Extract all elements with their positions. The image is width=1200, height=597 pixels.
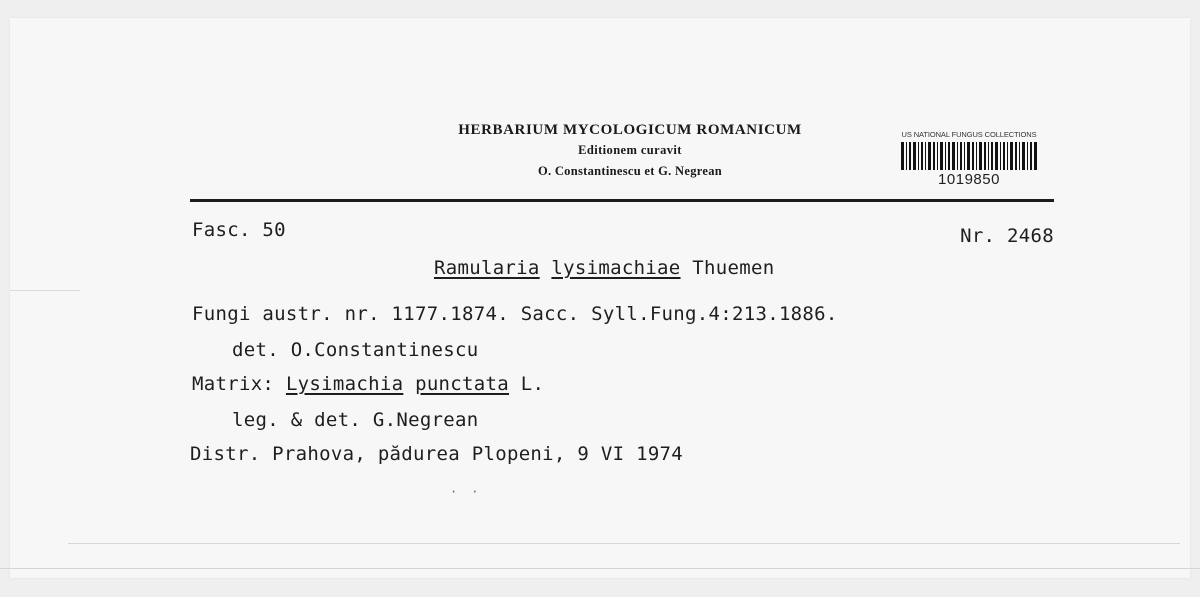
literature-reference: Fungi austr. nr. 1177.1874. Sacc. Syll.Fung.4:213.1886. [192, 303, 838, 325]
edition-line: Editionem curavit [578, 143, 682, 157]
barcode-icon [901, 142, 1037, 170]
locality: Distr. Prahova, pădurea Plopeni, 9 VI 1974 [190, 443, 684, 465]
taxon-genus: Ramularia [434, 257, 540, 279]
fascicle-number: Fasc. 50 [192, 219, 286, 241]
host-epithet: punctata [415, 373, 509, 395]
label-header [380, 120, 880, 182]
host-matrix [192, 372, 544, 396]
specimen-label [10, 18, 1190, 578]
barcode-label [898, 130, 1040, 188]
herbarium-title: HERBARIUM MYCOLOGICUM ROMANICUM [458, 122, 802, 138]
taxon-name [434, 256, 774, 280]
matrix-label: Matrix: [192, 373, 275, 395]
barcode-number: 1019850 [938, 171, 1000, 188]
taxon-author: Thuemen [692, 257, 775, 279]
host-author: L. [520, 373, 545, 395]
collector: leg. & det. G.Negrean [232, 409, 479, 431]
exsiccata-number: Nr. 2468 [960, 225, 1054, 247]
fold-line [10, 290, 80, 291]
barcode-caption: US NATIONAL FUNGUS COLLECTIONS [901, 130, 1037, 139]
host-genus: Lysimachia [285, 373, 404, 395]
paper-specks: ·· [450, 485, 493, 499]
editors-line: O. Constantinescu et G. Negrean [537, 164, 723, 178]
determiner: det. O.Constantinescu [232, 339, 479, 361]
taxon-epithet: lysimachiae [551, 257, 681, 279]
sheet-edge [0, 568, 1200, 569]
header-divider [190, 199, 1054, 202]
